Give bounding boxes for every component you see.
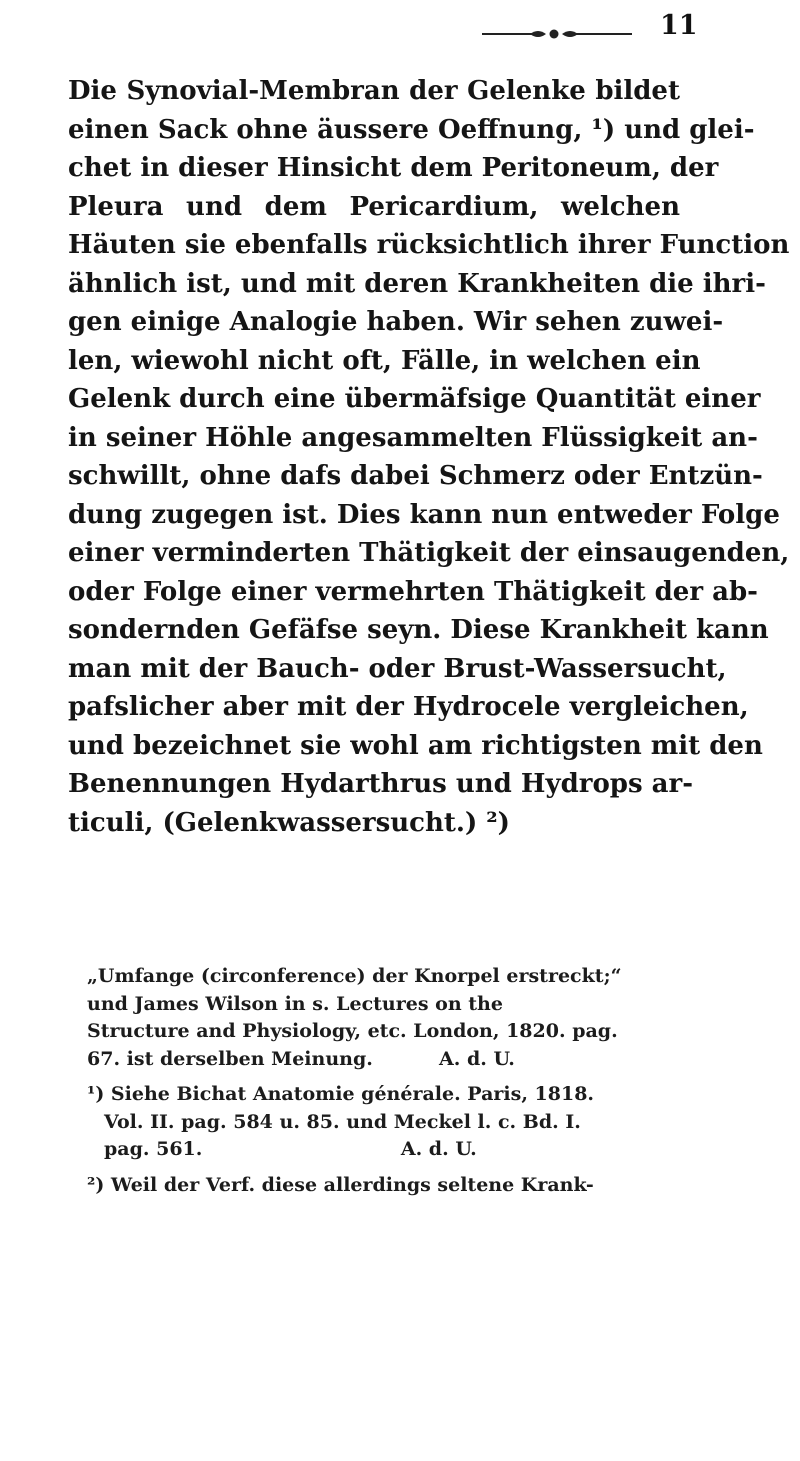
- page-number: 11: [660, 10, 698, 41]
- text-line: man mit der Bauch- oder Brust-Wassersucht,: [68, 653, 727, 684]
- text-line: oder Folge einer vermehrten Thätigkeit der ab-: [68, 576, 758, 607]
- footnote-line: pag. 561. A. d. U.: [104, 1138, 477, 1160]
- footnotes: [87, 963, 681, 1207]
- text-line: Pleura und dem Pericardium, welchen: [68, 191, 680, 222]
- text-line: ähnlich ist, und mit deren Krankheiten die ihri-: [68, 268, 766, 299]
- footnote-line: ¹) Siehe Bichat Anatomie générale. Paris, 1818.: [87, 1083, 595, 1105]
- footnote-1: [87, 1081, 681, 1164]
- text-line: dung zugegen ist. Dies kann nun entweder Folge: [68, 499, 780, 530]
- text-line: schwillt, ohne dafs dabei Schmerz oder Entzün-: [68, 461, 763, 491]
- header-ornament: [482, 28, 632, 40]
- footnote-line: 67. ist derselben Meinung. A. d. U.: [87, 1047, 515, 1070]
- footnote-line: Vol. II. pag. 584 u. 85. und Meckel l. c. Bd. I.: [104, 1110, 581, 1133]
- text-line: pafslicher aber mit der Hydrocele vergleichen,: [68, 692, 749, 722]
- text-line: Gelenk durch eine übermäfsige Quantität einer: [68, 384, 761, 414]
- text-line: Die Synovial-Membran der Gelenke bildet: [68, 76, 680, 106]
- footnote-2: [87, 1172, 681, 1200]
- text-line: und bezeichnet sie wohl am richtigsten mit den: [68, 730, 763, 761]
- footnote-line: ²) Weil der Verf. diese allerdings seltene Krank-: [87, 1173, 594, 1196]
- text-line: sondernden Gefäfse seyn. Diese Krankheit kann: [68, 615, 769, 645]
- text-line: einen Sack ohne äussere Oeffnung, ¹) und glei-: [68, 114, 755, 145]
- text-line: einer verminderten Thätigkeit der einsaugenden,: [68, 538, 790, 568]
- text-line: chet in dieser Hinsicht dem Peritoneum, der: [68, 153, 719, 183]
- text-line: len, wiewohl nicht oft, Fälle, in welchen ein: [68, 345, 701, 376]
- footnote-line: Structure and Physiology, etc. London, 1820. pag.: [87, 1020, 618, 1042]
- text-line: gen einige Analogie haben. Wir sehen zuwei-: [68, 307, 724, 337]
- text-line: ticuli, (Gelenkwassersucht.) ²): [68, 807, 510, 838]
- text-line: Benennungen Hydarthrus und Hydrops ar-: [68, 769, 693, 799]
- footnote-line: und James Wilson in s. Lectures on the: [87, 992, 503, 1015]
- text-line: in seiner Höhle angesammelten Flüssigkeit an-: [68, 422, 758, 453]
- footnote-line: „Umfange (circonference) der Knorpel erstreckt;“: [87, 965, 622, 987]
- running-header: [440, 6, 700, 46]
- text-line: Häuten sie ebenfalls rücksichtlich ihrer Function: [68, 230, 790, 260]
- footnote-continuation: [87, 963, 681, 1073]
- main-paragraph: [68, 72, 790, 842]
